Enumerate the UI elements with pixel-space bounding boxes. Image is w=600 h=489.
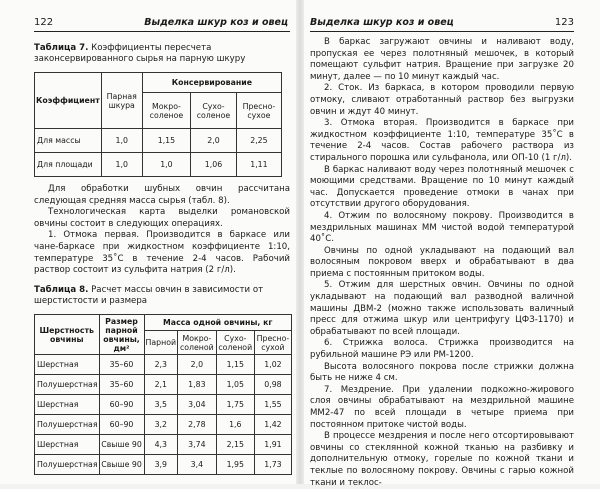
running-title: Выделка шкур коз и овец	[144, 17, 288, 28]
table8-caption-text: Расчет массы овчин в зависимости от шерстистости и размера	[34, 285, 264, 306]
table-cell: 3,04	[178, 395, 217, 415]
paragraph: 4. Отжим по волосяному покрову. Производится в мездрильных машинах ММ чистой водой температурой 40˚С.	[310, 210, 574, 245]
table-cell: 2,25	[236, 129, 281, 153]
table7-caption-label: Таблица 7.	[34, 43, 89, 53]
table-cell: 1,0	[142, 153, 190, 177]
left-page-header	[34, 17, 290, 32]
table-cell: 2,0	[178, 355, 217, 375]
table-cell: Полушерстная	[35, 375, 100, 395]
table8-head-wet: Мокро-соленой	[178, 331, 217, 355]
table-cell: 1,11	[236, 153, 281, 177]
table-cell: 3,9	[144, 455, 178, 475]
left-page	[0, 0, 300, 484]
table-cell: Свыше 90	[99, 455, 144, 475]
table8-head-size: Размер парной овчины, дм²	[103, 316, 140, 353]
paragraph: 1. Отмока первая. Производится в баркасе или чане-баркасе при жидкостном коэффициенте 1:10, температуре 35˚С в течение 2-4 часов. Рабочий раствор состоит из сульфита натрия (2 г/л).	[34, 230, 290, 276]
paragraph: 7. Мездрение. При удалении подкожно-жирового слоя овчины обрабатывают на мездрильной машине ММ2-47 по всей площади в четыре приема при постоянном притоке чистой воды.	[310, 384, 574, 430]
table-row	[35, 375, 292, 395]
table-cell: 1,15	[216, 355, 254, 375]
table-cell: 1,55	[254, 395, 291, 415]
table7-head-wet: Мокро-соленое	[142, 93, 190, 129]
paragraph: 3. Отмока вторая. Производится в баркасе при жидкостном коэффициенте 1:10, температуре 35˚С в течение 2-4 часов. Состав рабочего раствора из стирального порошка или сульфанола, или ОП-10 (1 г/л).	[310, 118, 574, 163]
table-cell: 1,75	[216, 395, 254, 415]
table-cell: Шерстная	[35, 435, 100, 455]
table-cell: Шерстная	[35, 395, 100, 415]
table-cell: 1,05	[216, 375, 254, 395]
table-row	[35, 355, 292, 375]
table-cell: 1,15	[142, 129, 190, 153]
table-cell: 35–60	[99, 375, 144, 395]
table-row	[35, 455, 292, 475]
paragraph: Для обработки шубных овчин рассчитана следующая средняя масса сырья (табл. 8).	[34, 184, 290, 206]
table-cell: 2,78	[178, 415, 217, 435]
table-cell: 1,73	[254, 455, 291, 475]
table8-head-mass: Масса одной овчины, кг	[163, 318, 273, 327]
table-cell: Шерстная	[35, 355, 100, 375]
paragraph: В процессе мездрения и после него отсортировывают овчины со стеклянной кожной тканью на разбивку и дополнительную отмоку, горелые по кожной ткани и теклые по волосяному покрову. Овчины с гарью кожной ткани и теклос-	[310, 431, 574, 488]
table8-head-wool: Шерстность овчины	[39, 325, 94, 344]
table7-head-cons: Консервирование	[171, 78, 252, 87]
table-cell: Полушерстная	[35, 415, 100, 435]
table-cell: 3,4	[178, 455, 217, 475]
table-cell: 2,15	[216, 435, 254, 455]
table-row	[35, 435, 292, 455]
table-cell: 0,98	[254, 375, 291, 395]
table-cell: 1,6	[216, 415, 254, 435]
table8-head-fresh: Парной	[144, 331, 178, 355]
table-cell: 2,1	[144, 375, 178, 395]
table-cell: 1,02	[254, 355, 291, 375]
table-row	[35, 153, 282, 177]
table-row	[35, 415, 292, 435]
table-cell: 60–90	[99, 415, 144, 435]
table7-head-freshdry: Пресно-сухое	[236, 93, 281, 129]
table-cell: 1,0	[101, 129, 142, 153]
paragraph: Овчины по одной укладывают на подающий вал волосяным покровом вверх и обрабатывают в два приема с постоянным притоком воды.	[310, 245, 574, 279]
table-cell: Для массы	[35, 129, 102, 153]
table8-head-dry: Сухо-соленой	[216, 331, 254, 355]
paragraph: 6. Стрижка волоса. Стрижка производится на рубильной машине РЭ или РМ-1200.	[310, 338, 574, 361]
table-cell: 3,2	[144, 415, 178, 435]
page-number: 123	[554, 17, 574, 28]
paragraph: В баркас наливают воду через полотняный мешочек с моющими средствами. Вращение по 10 минут каждый час. Допускается проведение отмоки в чанах при отсутствии другого оборудования.	[310, 164, 574, 210]
right-page-header	[310, 17, 574, 32]
table-cell: 60–90	[99, 395, 144, 415]
table-row	[35, 395, 292, 415]
paragraph: В баркас загружают овчины и наливают воду, пропуская ее через полотняный мешочек, в который помещают сульфит натрия. Вращение при загрузке 20 минут, далее — по 10 минут каждый час.	[310, 37, 574, 82]
table-cell: 1,06	[191, 153, 237, 177]
paragraph: Технологическая карта выделки романовской овчины состоит в следующих операциях.	[34, 207, 290, 229]
paragraph: 2. Сток. Из баркаса, в котором проводили первую отмоку, сливают отработанный раствор без выгрузки овчин и ждут 40 минут.	[310, 83, 574, 117]
table-cell: 3,5	[144, 395, 178, 415]
table-cell: 1,83	[178, 375, 217, 395]
table-cell: 2,0	[191, 129, 237, 153]
left-body-text	[34, 184, 290, 277]
paragraph: Высота волосяного покрова после стрижки должна быть не ниже 4 см.	[310, 361, 574, 384]
table-cell: 35–60	[99, 355, 144, 375]
table-cell: 1,95	[216, 455, 254, 475]
table-cell: 2,3	[144, 355, 178, 375]
paragraph: 5. Отжим для шерстных овчин. Овчины по одной укладывают на подающий вал разводной валичной машины ДВМ-2 (можно также использовать валичный пресс для отжима шкур или центрифугу ЦФЗ-1170) и обрабатывают по всей площади.	[310, 280, 574, 337]
table-cell: 1,91	[254, 435, 291, 455]
table-cell: 1,0	[101, 153, 142, 177]
table-cell: Полушерстная	[35, 455, 100, 475]
page-number: 122	[34, 17, 54, 28]
table7	[34, 72, 282, 177]
table7-head-coef: Коэффициент	[36, 96, 100, 105]
table-row	[35, 129, 282, 153]
table-cell: 1,42	[254, 415, 291, 435]
table-cell: Для площади	[35, 153, 102, 177]
table8-caption	[34, 285, 290, 307]
table-cell: 4,3	[144, 435, 178, 455]
running-title: Выделка шкур коз и овец	[310, 17, 454, 28]
table8-caption-label: Таблица 8.	[34, 285, 89, 295]
table-cell: Свыше 90	[99, 435, 144, 455]
table7-caption	[34, 43, 290, 65]
table7-caption-text: Коэффициенты пересчета законсервированного сырья на парную шкуру	[34, 43, 246, 64]
table-cell: 3,74	[178, 435, 217, 455]
table7-head-fresh: Парная шкура	[101, 73, 142, 129]
right-page	[300, 0, 600, 488]
table7-head-dry: Сухо-соленое	[191, 93, 237, 129]
table8	[34, 314, 292, 475]
table8-head-freshdry: Пресно-сухой	[254, 331, 291, 355]
right-body-text	[310, 37, 574, 489]
